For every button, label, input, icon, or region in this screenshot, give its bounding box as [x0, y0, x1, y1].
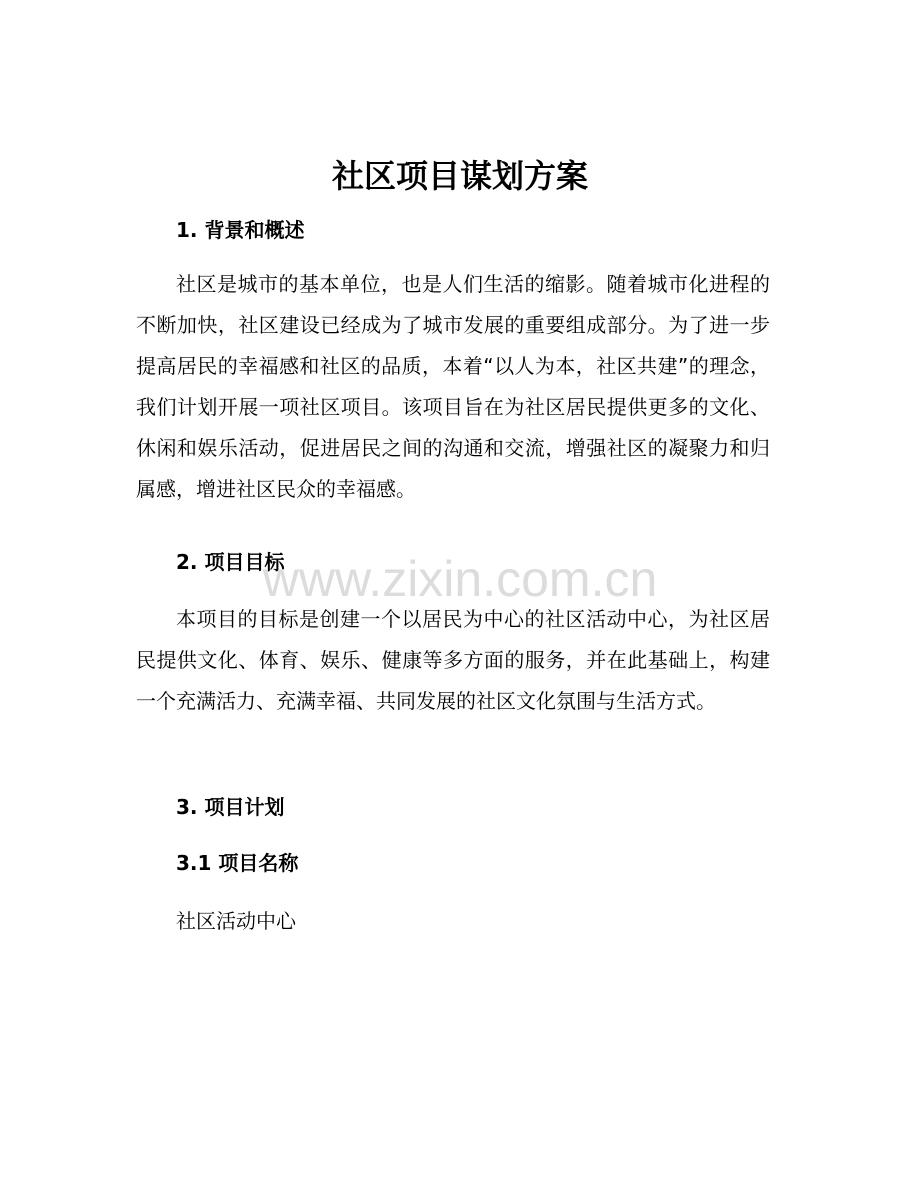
- section-heading-background: 1. 背景和概述: [176, 218, 305, 242]
- section-heading-plan: 3. 项目计划: [176, 795, 285, 819]
- paragraph-goals: 本项目的目标是创建一个以居民为中心的社区活动中心，为社区居民提供文化、体育、娱乐、健康等多方面的服务，并在此基础上，构建一个充满活力、充满幸福、共同发展的社区文化氛围与生活方式。: [136, 607, 770, 713]
- paragraph-project-name: 社区活动中心: [176, 909, 296, 933]
- paragraph-background: 社区是城市的基本单位，也是人们生活的缩影。随着城市化进程的不断加快，社区建设已经成为了城市发展的重要组成部分。为了进一步提高居民的幸福感和社区的品质，本着“以人为本，社区共建”的理念，我们计划开展一项社区项目。该项目旨在为社区居民提供更多的文化、休闲和娱乐活动，促进居民之间的沟通和交流，增强社区的凝聚力和归属感，增进社区民众的幸福感。: [136, 272, 770, 501]
- section-heading-project-name: 3.1 项目名称: [176, 851, 299, 875]
- document-title: 社区项目谋划方案: [331, 157, 588, 195]
- watermark: www.zixin.com.cn: [262, 551, 658, 607]
- section-heading-goals: 2. 项目目标: [176, 550, 285, 574]
